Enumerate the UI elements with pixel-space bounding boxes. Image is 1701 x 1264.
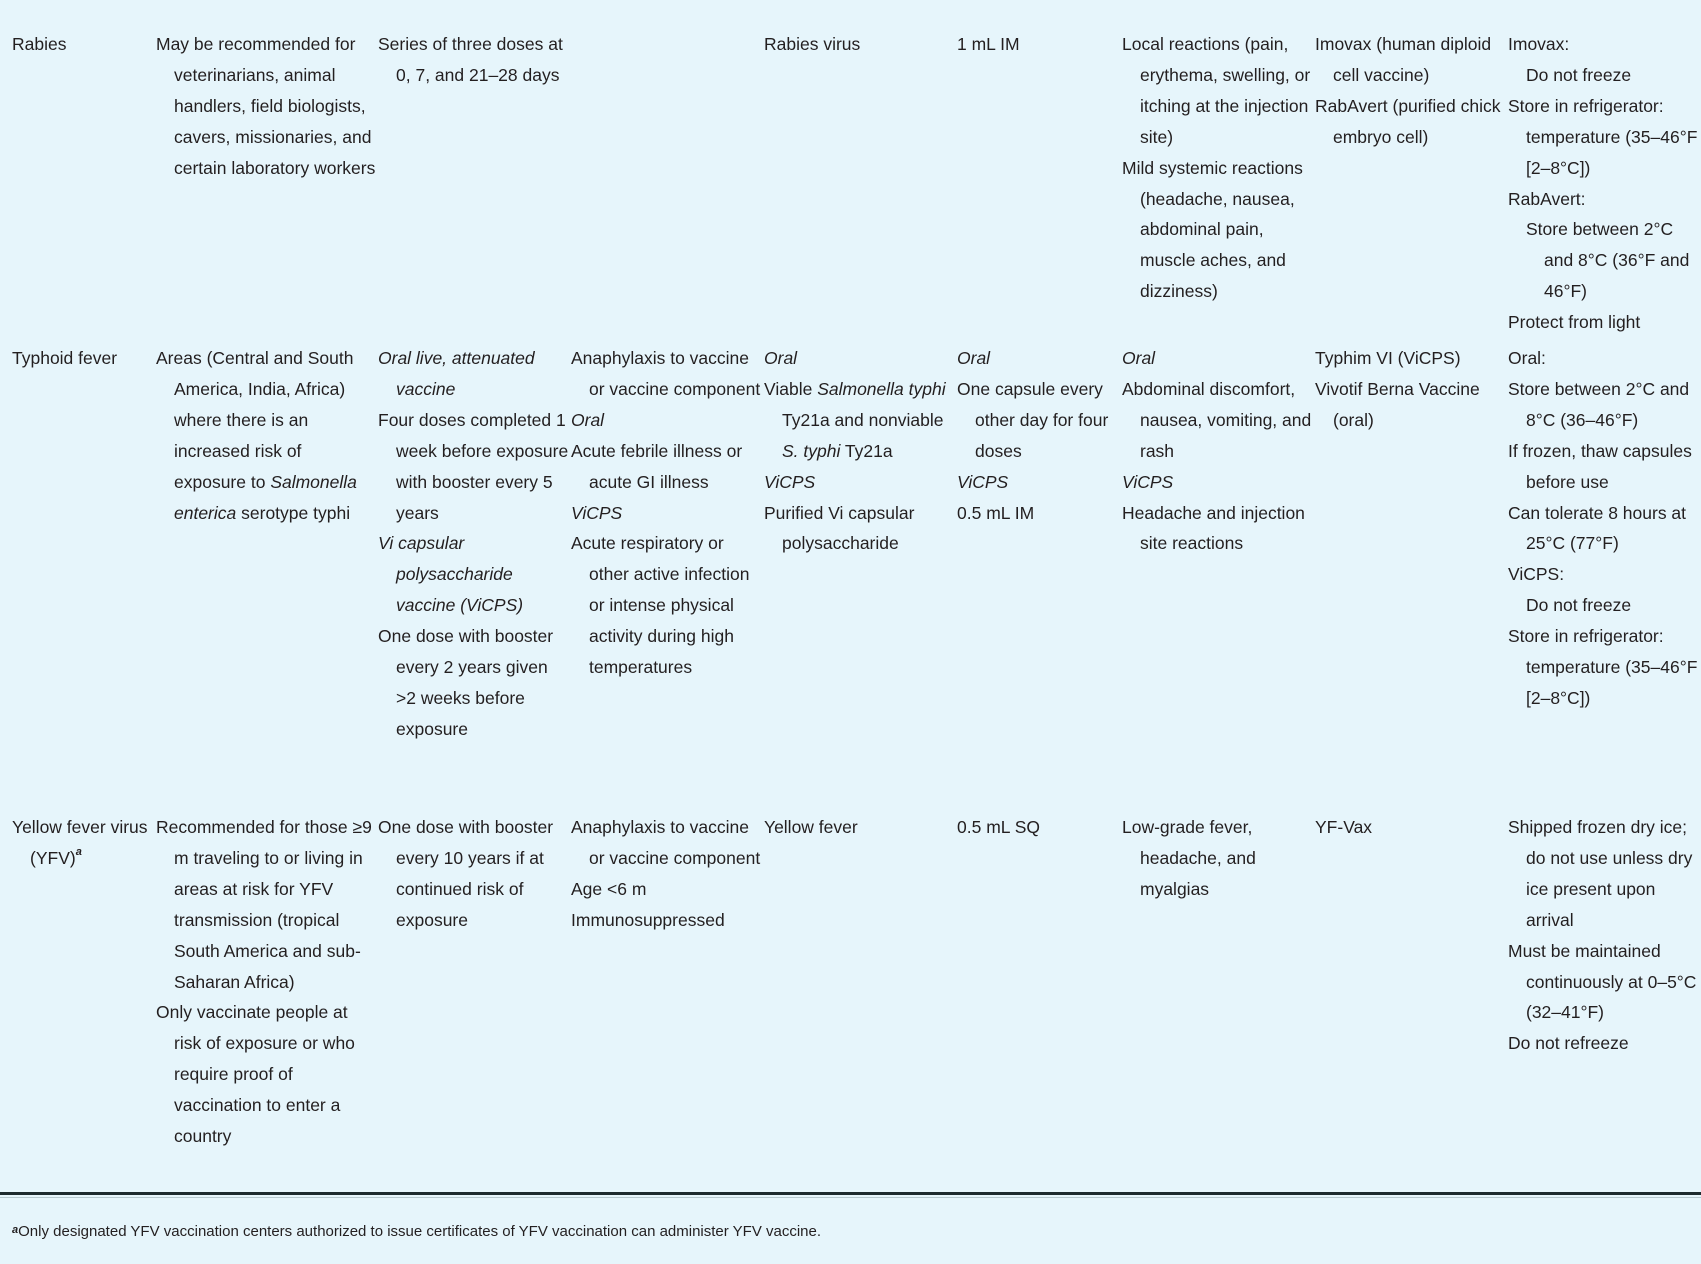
dose-item: Oral (957, 348, 991, 368)
indication-item: May be recommended for veterinarians, animal handlers, field biologists, cavers, missionaries, and certain laboratory workers (156, 34, 376, 178)
indication-item: Only vaccinate people at risk of exposure or who require proof of vaccination to enter a country (156, 1002, 355, 1147)
dose-route-cell (957, 29, 1122, 60)
schedule-item: One dose with booster every 10 years if at continued risk of exposure (378, 817, 554, 930)
storage-item: Must be maintained continuously at 0–5°C (32–41°F) (1508, 940, 1697, 1023)
indication-item: Areas (Central and South America, India, Africa) where there is an increased risk of exposure to Salmonella enterica serotype typhi (156, 348, 357, 523)
adverse-effects-cell (1122, 343, 1315, 559)
storage-item: Store between 2°C and 8°C (36–46°F) (1508, 378, 1690, 430)
table-row-typhoid (0, 343, 1701, 803)
dose-item: One capsule every other day for four doses (957, 378, 1109, 461)
storage-item: Can tolerate 8 hours at 25°C (77°F) (1508, 502, 1687, 554)
dose-item: 0.5 mL IM (957, 502, 1035, 523)
antigen-item: Oral (764, 348, 798, 368)
storage-item: If frozen, thaw capsules before use (1508, 440, 1692, 492)
schedule-cell (378, 343, 571, 745)
storage-cell (1508, 812, 1701, 1059)
adverse-effects-cell (1122, 812, 1315, 905)
storage-cell (1508, 343, 1701, 714)
schedule-item: Vi capsular polysaccharide vaccine (ViCPS) (378, 533, 524, 616)
adverse-item: Oral (1122, 348, 1156, 368)
contraindications-cell (571, 812, 764, 936)
indication-item: Recommended for those ≥9 m traveling to or living in areas at risk for YFV transmission (tropical South America and sub-Saharan Africa) (156, 817, 372, 992)
footnote-text: Only designated YFV vaccination centers authorized to issue certificates of YFV vaccination can administer YFV vaccine. (18, 1223, 822, 1240)
antigen-item: Viable Salmonella typhi Ty21a and nonviable S. typhi Ty21a (764, 378, 946, 461)
contraindication-item: Immunosuppressed (571, 909, 725, 930)
storage-item: Do not freeze (1526, 64, 1632, 85)
indications-cell (156, 812, 378, 1152)
storage-item: Oral: (1508, 348, 1546, 368)
adverse-effects-cell (1122, 29, 1315, 307)
contraindication-item: Anaphylaxis to vaccine or vaccine component (571, 817, 761, 868)
schedule-cell (378, 812, 571, 936)
product-item: Vivotif Berna Vaccine (oral) (1315, 378, 1480, 430)
schedule-item: One dose with booster every 2 years given >2 weeks before exposure (378, 626, 554, 739)
dose-item: 1 mL IM (957, 34, 1020, 54)
contraindication-item: Oral (571, 409, 605, 430)
adverse-item: Abdominal discomfort, nausea, vomiting, and rash (1122, 378, 1312, 461)
table-row-yellow-fever (0, 812, 1701, 1182)
storage-cell (1508, 29, 1701, 338)
product-item: Imovax (human diploid cell vaccine) (1315, 34, 1492, 85)
product-item: YF-Vax (1315, 817, 1373, 837)
products-cell (1315, 812, 1508, 843)
contraindications-cell (571, 343, 764, 683)
indications-cell (156, 343, 378, 528)
vaccine-name: Yellow fever virus (YFV)$^a$ (12, 817, 148, 868)
antigen-item: Purified Vi capsular polysaccharide (764, 502, 915, 554)
product-item: RabAvert (purified chick embryo cell) (1315, 95, 1501, 147)
indications-cell (156, 29, 378, 184)
storage-item: Store between 2°C and 8°C (36°F and 46°F) (1526, 219, 1690, 302)
vaccine-name: Typhoid fever (12, 348, 118, 368)
products-cell (1315, 343, 1508, 436)
adverse-item: Headache and injection site reactions (1122, 502, 1305, 554)
contraindication-item: ViCPS (571, 502, 623, 523)
storage-item: Store in refrigerator: temperature (35–46°F [2–8°C]) (1508, 626, 1698, 708)
footnote-marker: a (12, 1224, 19, 1236)
product-item: Typhim VI (ViCPS) (1315, 348, 1461, 368)
storage-item: Protect from light (1508, 312, 1641, 333)
dose-item: ViCPS (957, 471, 1009, 492)
schedule-item: Oral live, attenuated vaccine (378, 348, 535, 399)
table-footnote (12, 1223, 821, 1240)
storage-item: Do not refreeze (1508, 1033, 1629, 1054)
footnote-marker: a (75, 845, 82, 858)
dose-item: 0.5 mL SQ (957, 817, 1040, 837)
storage-item: Imovax: (1508, 34, 1570, 54)
table-row-rabies (0, 29, 1701, 333)
dose-route-cell (957, 343, 1122, 528)
adverse-item: Low-grade fever, headache, and myalgias (1122, 817, 1256, 899)
storage-item: Store in refrigerator: temperature (35–46°F [2–8°C]) (1508, 95, 1698, 178)
table-bottom-rule-thin (0, 1197, 1701, 1198)
vaccine-name: Rabies (12, 34, 67, 54)
storage-item: ViCPS: (1508, 564, 1565, 585)
contraindication-item: Acute respiratory or other active infection or intense physical activity during high temperatures (571, 533, 750, 678)
antigen-item: Yellow fever (764, 817, 858, 837)
schedule-cell (378, 29, 571, 91)
schedule-item: Four doses completed 1 week before exposure with booster every 5 years (378, 409, 569, 523)
schedule-item: Series of three doses at 0, 7, and 21–28 days (378, 34, 563, 85)
table-bottom-rule (0, 1192, 1701, 1195)
contraindication-item: Age <6 m (571, 878, 647, 899)
storage-item: RabAvert: (1508, 188, 1586, 209)
antigen-item: ViCPS (764, 471, 816, 492)
adverse-item: Mild systemic reactions (headache, nausea, abdominal pain, muscle aches, and dizziness) (1122, 157, 1303, 302)
adverse-item: ViCPS (1122, 471, 1174, 492)
antigen-cell (764, 343, 957, 559)
products-cell (1315, 29, 1508, 153)
antigen-cell (764, 29, 957, 60)
adverse-item: Local reactions (pain, erythema, swelling, or itching at the injection site) (1122, 34, 1311, 147)
dose-route-cell (957, 812, 1122, 843)
antigen-item: Rabies virus (764, 34, 861, 54)
contraindication-item: Anaphylaxis to vaccine or vaccine component (571, 348, 761, 399)
antigen-cell (764, 812, 957, 843)
storage-item: Do not freeze (1526, 595, 1632, 616)
storage-item: Shipped frozen dry ice; do not use unless dry ice present upon arrival (1508, 817, 1693, 930)
contraindication-item: Acute febrile illness or acute GI illness (571, 440, 743, 492)
